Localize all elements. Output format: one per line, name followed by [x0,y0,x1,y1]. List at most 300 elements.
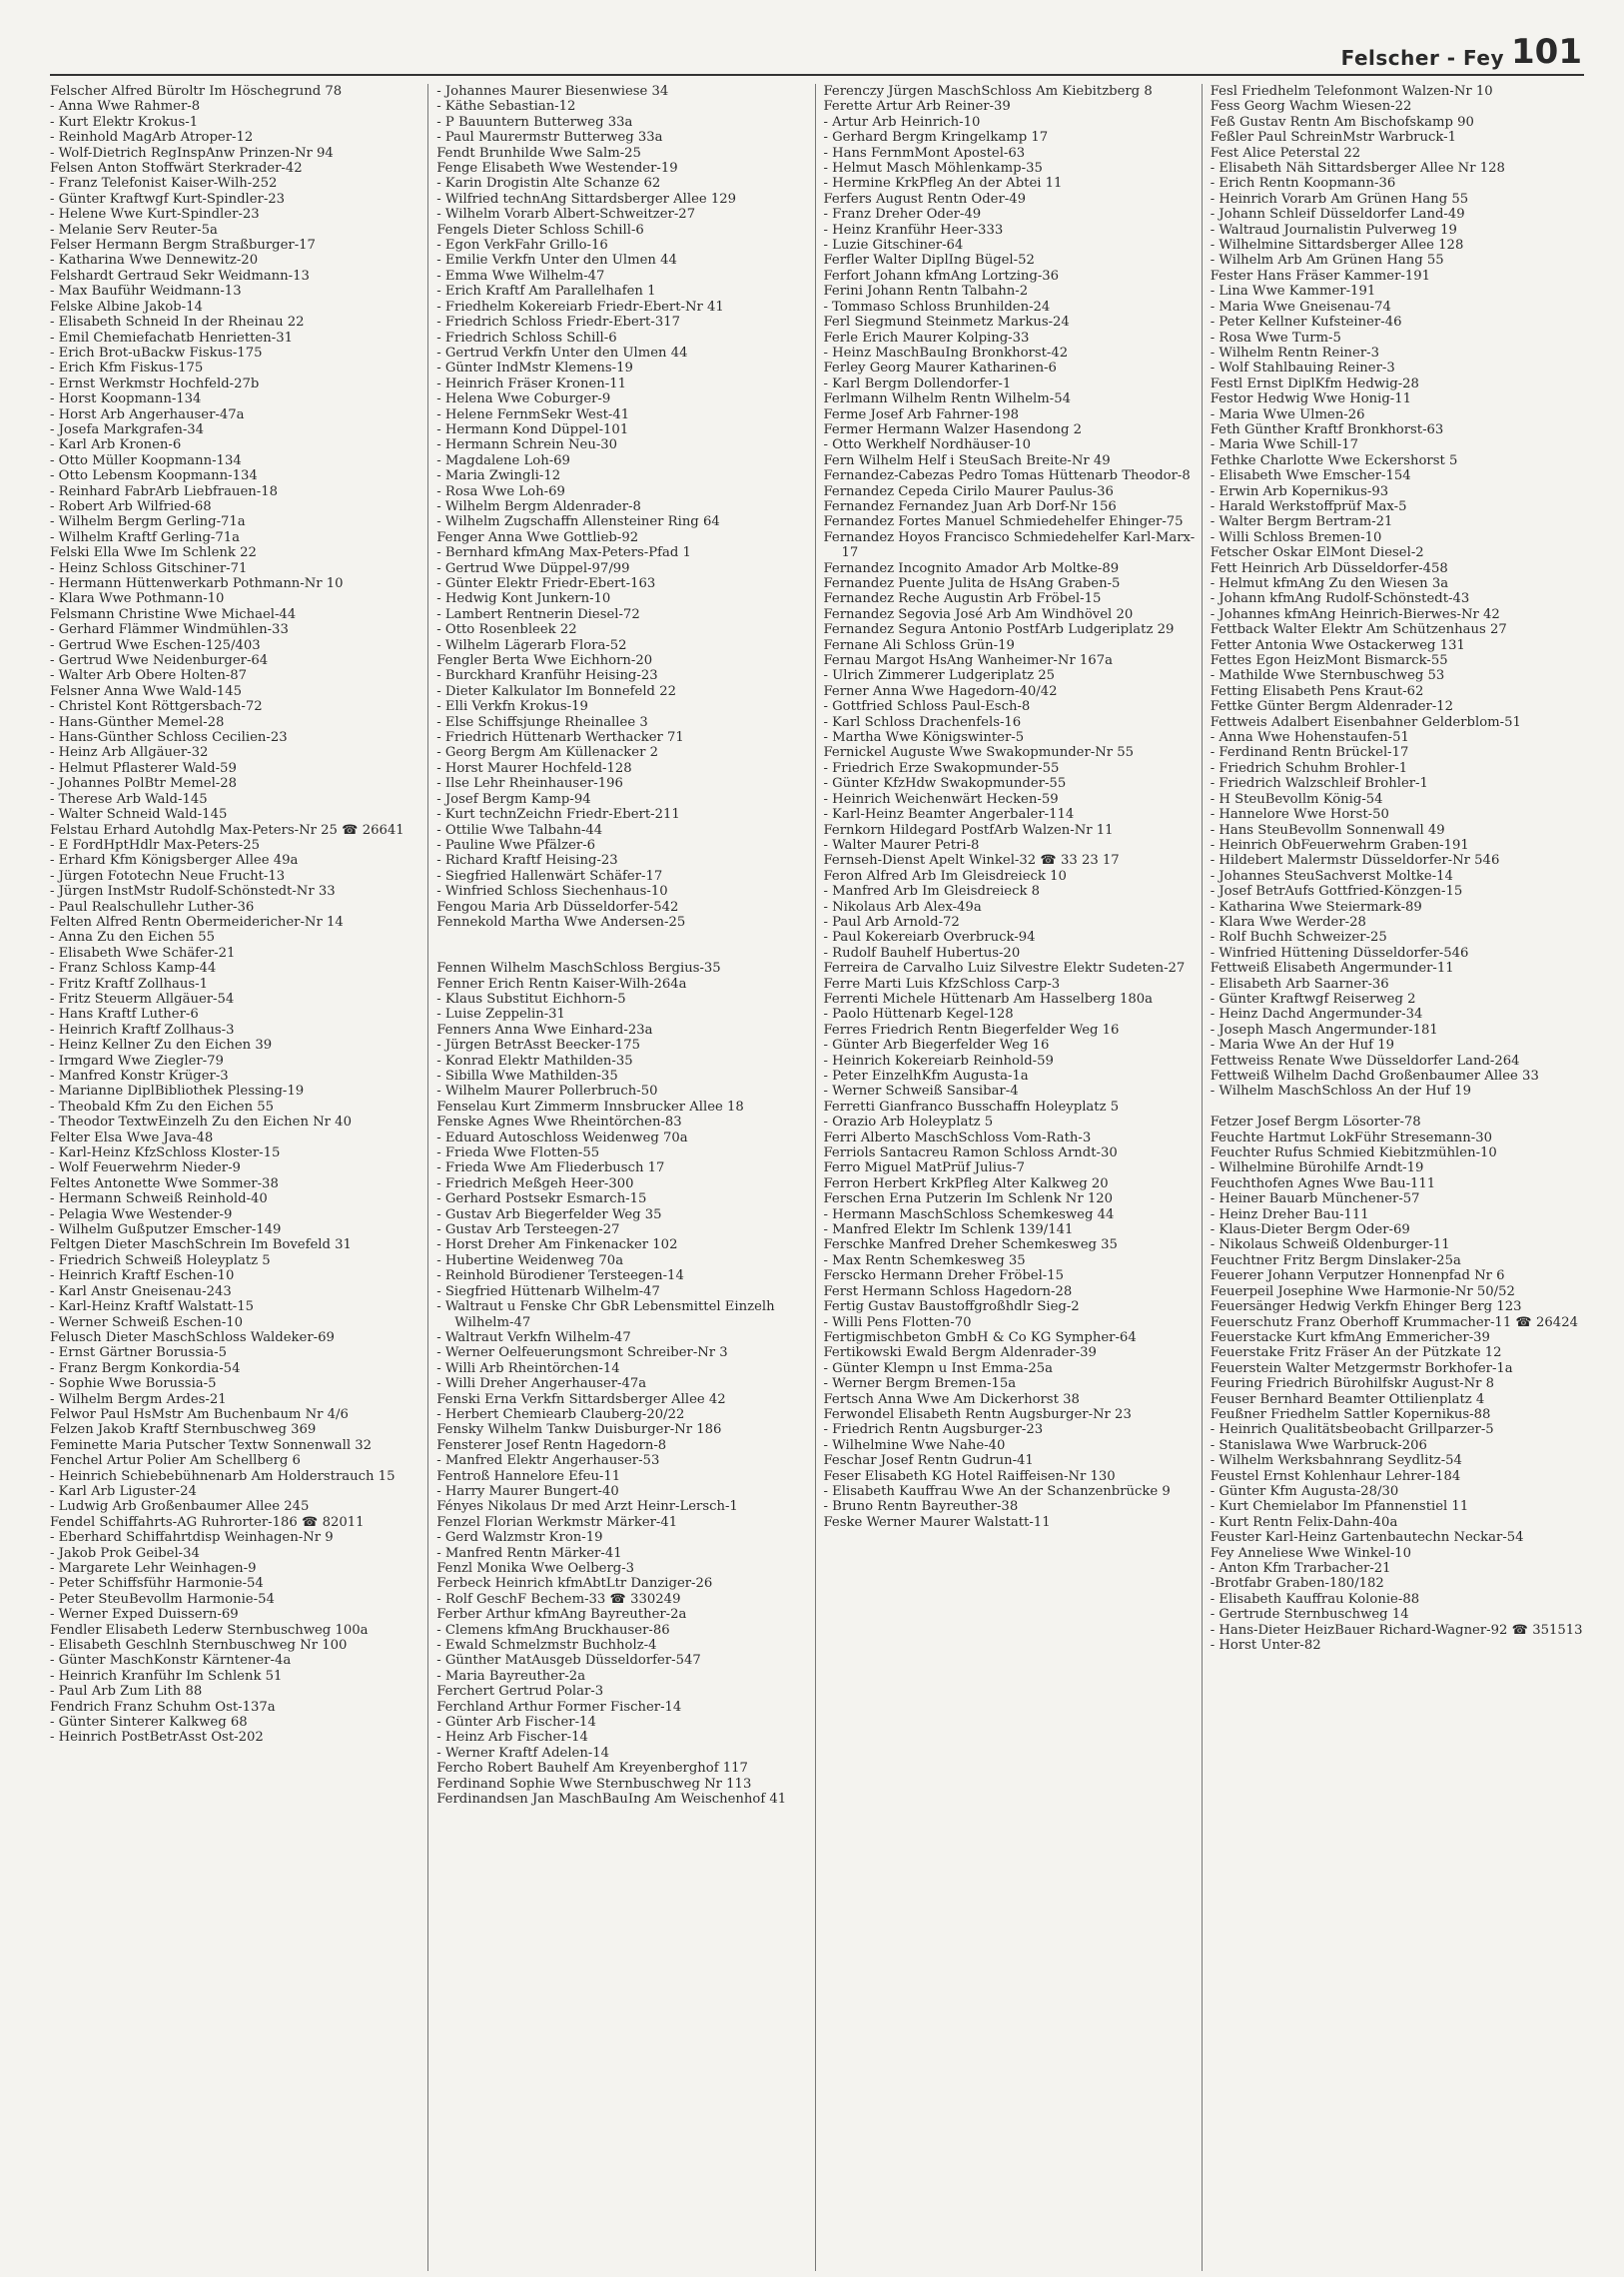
directory-entry: Feuchthofen Agnes Wwe Bau-111 [1210,1175,1436,1191]
directory-entry: - Sibilla Wwe Mathilden-35 [436,1069,618,1084]
directory-entry: Fengels Dieter Schloss Schill-6 [436,222,644,238]
directory-entry: Fesl Friedhelm Telefonmont Walzen-Nr 10 [1210,84,1493,99]
directory-entry: - Hans-Dieter HeizBauer Richard-Wagner-92 ☎ 351513 [1210,1622,1583,1638]
directory-entry: - Frieda Wwe Flotten-55 [436,1145,600,1161]
directory-entry: - Werner Schweiß Eschen-10 [50,1314,244,1330]
directory-entry: Feminette Maria Putscher Textw Sonnenwall 32 [50,1437,373,1453]
directory-entry: Ferette Artur Arb Reiner-39 [823,99,1011,115]
directory-entry: - Maria Bayreuther-2a [436,1668,586,1684]
directory-entry: - Wilhelm Werksbahnrang Seydlitz-54 [1210,1453,1462,1469]
directory-entry: - Max Rentn Schemkesweg 35 [823,1252,1026,1268]
directory-entry: - Karl Arb Kronen-6 [50,437,182,453]
directory-entry: - Manfred Elektr Angerhauser-53 [436,1453,660,1469]
directory-entry: - Elisabeth Schneid In der Rheinau 22 [50,315,305,331]
directory-entry: - Elisabeth Geschlnh Sternbuschweg Nr 100 [50,1638,348,1654]
column-3 [815,84,1202,2271]
page-header [50,30,1584,76]
directory-entry: - Heinrich Vorarb Am Grünen Hang 55 [1210,191,1469,207]
directory-entry: - Johannes PolBtr Memel-28 [50,776,238,792]
column-1 [50,84,427,2271]
directory-entry: - Günther MatAusgeb Düsseldorfer-547 [436,1653,701,1669]
directory-entry: - Hermine KrkPfleg An der Abtei 11 [823,176,1063,192]
directory-entry: Fernandez Fernandez Juan Arb Dorf-Nr 156 [823,498,1117,514]
directory-entry: - Günter IndMstr Klemens-19 [436,361,633,377]
directory-entry: Fettes Egon HeizMont Bismarck-55 [1210,653,1448,669]
directory-entry: - Hannelore Wwe Horst-50 [1210,807,1389,823]
directory-entry: Felski Ella Wwe Im Schlenk 22 [50,545,257,561]
directory-entry: - Johannes kfmAng Heinrich-Bierwes-Nr 42 [1210,606,1500,622]
directory-entry: - Egon VerkFahr Grillo-16 [436,238,608,254]
directory-entry: - Wilhelm Arb Am Grünen Hang 55 [1210,253,1444,269]
directory-entry: - Georg Bergm Am Küllenacker 2 [436,745,658,761]
directory-entry: - Katharina Wwe Steiermark-89 [1210,899,1422,915]
directory-entry: Ferst Hermann Schloss Hagedorn-28 [823,1283,1073,1299]
directory-entry: - Otto Werkhelf Nordhäuser-10 [823,437,1032,453]
directory-entry: Fernseh-Dienst Apelt Winkel-32 ☎ 33 23 17 [823,853,1120,869]
directory-entry: - Heinz Arb Allgäuer-32 [50,745,209,761]
directory-entry: - Klaus-Dieter Bergm Oder-69 [1210,1222,1410,1238]
directory-entry: - Melanie Serv Reuter-5a [50,222,218,238]
directory-entry: - Horst Arb Angerhauser-47a [50,406,245,422]
directory-entry: - Karl-Heinz KfzSchloss Kloster-15 [50,1145,281,1161]
directory-entry: Feschar Josef Rentn Gudrun-41 [823,1453,1034,1469]
directory-entry: - Günter MaschKonstr Kärntener-4a [50,1653,292,1669]
directory-entry: - Nikolaus Arb Alex-49a [823,899,982,915]
directory-entry: Ferron Herbert KrkPfleg Alter Kalkweg 20 [823,1175,1109,1191]
directory-entry: Fettke Günter Bergm Aldenrader-12 [1210,699,1454,715]
directory-entry: - Manfred Arb Im Gleisdreieck 8 [823,884,1041,900]
directory-entry: - Mathilde Wwe Sternbuschweg 53 [1210,668,1445,684]
directory-entry [1211,1100,1584,1115]
directory-entry: - Werner Oelfeuerungsmont Schreiber-Nr 3 [436,1345,728,1361]
directory-entry: - Gerhard Postsekr Esmarch-15 [436,1191,647,1207]
directory-entry: Felser Hermann Bergm Straßburger-17 [50,238,316,254]
directory-entry: Ferro Miguel MatPrüf Julius-7 [823,1160,1026,1176]
directory-entry: - Manfred Rentn Märker-41 [436,1545,622,1561]
directory-entry: - Gertrud Wwe Neidenburger-64 [50,653,269,669]
directory-entry: - Harry Maurer Bungert-40 [436,1483,619,1499]
directory-entry: - Hedwig Kont Junkern-10 [436,591,611,607]
directory-entry: - Gerhard Flämmer Windmühlen-33 [50,622,289,638]
directory-entry: - Ilse Lehr Rheinhauser-196 [436,776,623,792]
directory-entry: - Otto Lebensm Koopmann-134 [50,468,258,484]
directory-entry: - Reinhold Bürodiener Tersteegen-14 [436,1268,684,1284]
directory-entry: - Manfred Elektr Im Schlenk 139/141 [823,1222,1074,1238]
directory-entry: Fertigmischbeton GmbH & Co KG Sympher-64 [823,1329,1137,1345]
directory-entry: - Ottilie Wwe Talbahn-44 [436,822,603,838]
column-2 [427,84,814,2271]
directory-entry: - Erich Kraftf Am Parallelhafen 1 [436,284,656,300]
directory-entry: Fey Anneliese Wwe Winkel-10 [1210,1545,1412,1561]
directory-entry: Fensterer Josef Rentn Hagedorn-8 [436,1437,667,1453]
directory-entry: - Ernst Werkmstr Hochfeld-27b [50,376,260,391]
directory-entry: Fenski Erna Verkfn Sittardsberger Allee 42 [436,1391,726,1407]
directory-entry: - Heinrich PostBetrAsst Ost-202 [50,1730,264,1746]
directory-entry: - Gertrud Verkfn Unter den Ulmen 44 [436,345,688,361]
directory-entry: Felscher Alfred Büroltr Im Höschegrund 78 [50,84,343,99]
directory-entry: - Horst Koopmann-134 [50,391,202,407]
directory-entry: Ferriols Santacreu Ramon Schloss Arndt-30 [823,1145,1118,1161]
directory-entry: - Wolf Feuerwehrm Nieder-9 [50,1160,241,1176]
directory-entry: - Willi Dreher Angerhauser-47a [436,1376,647,1392]
directory-entry: - Gertrude Sternbuschweg 14 [1210,1607,1409,1623]
directory-entry: - Heinrich Kraftf Eschen-10 [50,1268,235,1284]
directory-entry: - Clemens kfmAng Bruckhauser-86 [436,1622,670,1638]
directory-entry: Fettback Walter Elektr Am Schützenhaus 27 [1210,622,1507,638]
directory-entry: - Friedrich Rentn Augsburger-23 [823,1422,1044,1438]
directory-entry: Ferwondel Elisabeth Rentn Augsburger-Nr 23 [823,1406,1132,1422]
directory-entry: - Wolf Stahlbauing Reiner-3 [1210,361,1395,377]
directory-entry: - Wilhelm Maurer Pollerbruch-50 [436,1084,658,1100]
directory-entry: Ferlmann Wilhelm Rentn Wilhelm-54 [823,391,1071,407]
directory-entry: Ferreira de Carvalho Luiz Silvestre Elektr Sudeten-27 [823,961,1186,977]
directory-entry: - Konrad Elektr Mathilden-35 [436,1053,633,1069]
directory-entry: - Günter Kfm Augusta-28/30 [1210,1483,1399,1499]
directory-entry: - Werner Bergm Bremen-15a [823,1376,1017,1392]
directory-entry: - Heinz Kranführ Heer-333 [823,222,1004,238]
directory-entry: - Emil Chemiefachatb Henrietten-31 [50,330,293,346]
directory-entry: Fendel Schiffahrts-AG Ruhrorter-186 ☎ 82011 [50,1514,365,1530]
directory-entry: Felshardt Gertraud Sekr Weidmann-13 [50,268,310,284]
directory-entry: - Friedrich Schweiß Holeyplatz 5 [50,1252,271,1268]
directory-entry: Ferres Friedrich Rentn Biegerfelder Weg 16 [823,1022,1120,1038]
directory-entry: - Josef Bergm Kamp-94 [436,791,591,807]
directory-entry: - Heinz Dachd Angermunder-34 [1210,1007,1423,1023]
directory-entry: - Gerd Walzmstr Kron-19 [436,1530,603,1546]
directory-entry: - Luzie Gitschiner-64 [823,238,964,254]
directory-entry: - Hermann Hüttenwerkarb Pothmann-Nr 10 [50,576,344,591]
directory-entry: - Otto Rosenbleek 22 [436,622,577,638]
directory-entry: - Emilie Verkfn Unter den Ulmen 44 [436,253,677,269]
directory-entry: - Sophie Wwe Borussia-5 [50,1376,217,1392]
directory-entry: - Ludwig Arb Großenbaumer Allee 245 [50,1499,310,1515]
directory-entry: - Winfried Schloss Siechenhaus-10 [436,884,668,900]
directory-entry: - Therese Arb Wald-145 [50,791,208,807]
directory-entry: - Fritz Kraftf Zollhaus-1 [50,976,209,992]
directory-entry: - Erich Rentn Koopmann-36 [1210,176,1396,192]
directory-entry: - Manfred Konstr Krüger-3 [50,1069,229,1084]
directory-entry: - Theodor TextwEinzelh Zu den Eichen Nr 40 [50,1115,352,1131]
directory-entry: Felsen Anton Stoffwärt Sterkrader-42 [50,161,303,177]
directory-entry: - Gertrud Wwe Düppel-97/99 [436,560,630,576]
directory-entry: Fenners Anna Wwe Einhard-23a [436,1022,653,1038]
directory-entry: Feuchtner Fritz Bergm Dinslaker-25a [1210,1252,1461,1268]
directory-entry: - Heinrich Fräser Kronen-11 [436,376,627,391]
directory-entry: - Heinz MaschBauIng Bronkhorst-42 [823,345,1069,361]
directory-entry: Feuerstacke Kurt kfmAng Emmericher-39 [1210,1329,1490,1345]
directory-entry: - Elisabeth Wwe Schäfer-21 [50,945,236,961]
directory-entry: - Friedrich Walzschleif Brohler-1 [1210,776,1428,792]
directory-entry: - Pelagia Wwe Westender-9 [50,1206,233,1222]
directory-entry: - Franz Telefonist Kaiser-Wilh-252 [50,176,278,192]
directory-entry: Fertig Gustav Baustoffgroßhdlr Sieg-2 [823,1299,1080,1315]
directory-entry: - Eberhard Schiffahrtdisp Weinhagen-Nr 9 [50,1530,334,1546]
directory-entry: - Waltraut Verkfn Wilhelm-47 [436,1329,631,1345]
directory-entry: - Heinz Kellner Zu den Eichen 39 [50,1038,273,1054]
directory-entry: - Willi Arb Rheintörchen-14 [436,1360,620,1376]
directory-entry: Fensky Wilhelm Tankw Duisburger-Nr 186 [436,1422,722,1438]
directory-entry: - Paolo Hüttenarb Kegel-128 [823,1007,1014,1023]
directory-entry: - Helene Wwe Kurt-Spindler-23 [50,207,260,223]
directory-entry: Ferfort Johann kfmAng Lortzing-36 [823,268,1060,284]
directory-entry: - Heiner Bauarb Münchener-57 [1210,1191,1420,1207]
directory-entry: Ferchland Arthur Former Fischer-14 [436,1699,682,1715]
directory-entry: - Maria Wwe Ulmen-26 [1210,406,1365,422]
directory-entry: - Rolf GeschF Bechem-33 ☎ 330249 [436,1591,681,1607]
directory-entry: - Friedrich Hüttenarb Werthacker 71 [436,730,684,746]
directory-entry: Fess Georg Wachm Wiesen-22 [1210,99,1412,115]
directory-entry: - Wilhelm Bergm Ardes-21 [50,1391,227,1407]
directory-entry: - Wilfried technAng Sittardsberger Allee 129 [436,191,737,207]
directory-entry: Fettweiß Wilhelm Dachd Großenbaumer Allee 33 [1210,1069,1539,1084]
directory-entry: - Jürgen Fototechn Neue Frucht-13 [50,868,286,884]
directory-entry: - Günter Arb Biegerfelder Weg 16 [823,1038,1050,1054]
directory-entry: - Werner Kraftf Adelen-14 [436,1745,610,1761]
directory-entry: - Joseph Masch Angermunder-181 [1210,1022,1438,1038]
directory-entry: - E FordHptHdlr Max-Peters-25 [50,837,261,853]
directory-entry: - Marianne DiplBibliothek Plessing-19 [50,1084,305,1100]
directory-entry: Feuerer Johann Verputzer Honnenpfad Nr 6 [1210,1268,1505,1284]
directory-entry: - Lina Wwe Kammer-191 [1210,284,1376,300]
directory-entry: - Heinrich Weichenwärt Hecken-59 [823,791,1059,807]
directory-entry: - Maria Wwe Schill-17 [1210,437,1358,453]
directory-entry: - Max Bauführ Weidmann-13 [50,284,242,300]
directory-entry: - Werner Exped Duissern-69 [50,1607,239,1623]
directory-entry: Feth Günther Kraftf Bronkhorst-63 [1210,421,1444,437]
directory-entry: Ferle Erich Maurer Kolping-33 [823,330,1030,346]
directory-entry: - Erhard Kfm Königsberger Allee 49a [50,853,299,869]
directory-entry: Ferri Alberto MaschSchloss Vom-Rath-3 [823,1130,1092,1145]
directory-entry: Ferini Johann Rentn Talbahn-2 [823,284,1029,300]
directory-entry: - Hans FernmMont Apostel-63 [823,145,1026,161]
directory-entry: Ferschen Erna Putzerin Im Schlenk Nr 120 [823,1191,1113,1207]
directory-entry: - Eduard Autoschloss Weidenweg 70a [436,1130,688,1145]
directory-entry: - Peter Schiffsführ Harmonie-54 [50,1576,264,1592]
directory-entry: - Siegfried Hüttenarb Wilhelm-47 [436,1283,660,1299]
directory-entry: Fertikowski Ewald Bergm Aldenrader-39 [823,1345,1097,1361]
directory-entry: - Karl Bergm Dollendorfer-1 [823,376,1012,391]
directory-entry: - Erwin Arb Kopernikus-93 [1210,483,1389,499]
directory-entry: Ferenczy Jürgen MaschSchloss Am Kiebitzberg 8 [823,84,1153,99]
directory-entry: - Maria Wwe An der Huf 19 [1210,1038,1394,1054]
directory-entry: -Brotfabr Graben-180/182 [1210,1576,1384,1592]
directory-entry: - Günter Elektr Friedr-Ebert-163 [436,576,656,591]
directory-entry: Ferdinandsen Jan MaschBauIng Am Weischenhof 41 [436,1792,787,1808]
directory-entry: Felten Alfred Rentn Obermeidericher-Nr 14 [50,914,344,930]
directory-entry: - Stanislawa Wwe Warbruck-206 [1210,1437,1427,1453]
directory-entry: - Irmgard Wwe Ziegler-79 [50,1053,224,1069]
directory-entry: - Jürgen BetrAsst Beecker-175 [436,1038,640,1054]
directory-entry: - Wilhelm Zugschaffn Allensteiner Ring 64 [436,514,720,530]
directory-entry: - Kurt Rentn Felix-Dahn-40a [1210,1514,1398,1530]
directory-entry: Fetter Antonia Wwe Ostackerweg 131 [1210,637,1465,653]
directory-entry: Fengou Maria Arb Düsseldorfer-542 [436,899,679,915]
directory-entry: Fett Heinrich Arb Düsseldorfer-458 [1210,560,1448,576]
directory-entry: - Klara Wwe Werder-28 [1210,914,1366,930]
directory-entry: Fernandez Reche Augustin Arb Fröbel-15 [823,591,1102,607]
directory-entry: - Gerhard Bergm Kringelkamp 17 [823,130,1049,146]
directory-entry: Fest Alice Peterstal 22 [1210,145,1361,161]
directory-entry: - Wolf-Dietrich RegInspAnw Prinzen-Nr 94 [50,145,334,161]
directory-entry: Fertsch Anna Wwe Am Dickerhorst 38 [823,1391,1080,1407]
directory-entry: - Paul Realschullehr Luther-36 [50,899,255,915]
directory-entry: Felsner Anna Wwe Wald-145 [50,683,242,699]
directory-entry: - Erich Brot-uBackw Fiskus-175 [50,345,263,361]
directory-entry: - Hermann Schweiß Reinhold-40 [50,1191,268,1207]
directory-entry: - Horst Maurer Hochfeld-128 [436,760,632,776]
directory-entry: Ferme Josef Arb Fahrner-198 [823,406,1020,422]
directory-entry: - Christel Kont Röttgersbach-72 [50,699,263,715]
directory-entry: - Wilhelm Vorarb Albert-Schweitzer-27 [436,207,696,223]
directory-entry: - Gottfried Schloss Paul-Esch-8 [823,699,1031,715]
directory-entry: Festl Ernst DiplKfm Hedwig-28 [1210,376,1419,391]
directory-entry: Feuchte Hartmut LokFühr Stresemann-30 [1210,1130,1493,1145]
directory-entry: Ferretti Gianfranco Busschaffn Holeyplatz 5 [823,1099,1120,1115]
directory-entry: - Helene FernmSekr West-41 [436,406,630,422]
directory-entry: - Heinz Arb Fischer-14 [436,1730,588,1746]
directory-entry: Ferl Siegmund Steinmetz Markus-24 [823,315,1070,331]
directory-entry: - Wilhelm Gußputzer Emscher-149 [50,1222,282,1238]
directory-entry: Feske Werner Maurer Walstatt-11 [823,1514,1051,1530]
directory-entry: - Wilhelm Kraftf Gerling-71a [50,529,241,545]
directory-entry: - Richard Kraftf Heising-23 [436,853,618,869]
directory-entry: - Jakob Prok Geibel-34 [50,1545,200,1561]
directory-entry: - Horst Unter-82 [1210,1638,1321,1654]
directory-entry: - Magdalene Loh-69 [436,452,570,468]
directory-entry: - Franz Dreher Oder-49 [823,207,982,223]
directory-entry: - Theobald Kfm Zu den Eichen 55 [50,1099,275,1115]
directory-entry: Fenner Erich Rentn Kaiser-Wilh-264a [436,976,687,992]
directory-entry: - Jürgen InstMstr Rudolf-Schönstedt-Nr 33 [50,884,336,900]
directory-entry: - Friedrich Schloss Schill-6 [436,330,617,346]
directory-entry: Fernkorn Hildegard PostfArb Walzen-Nr 11 [823,822,1114,838]
directory-entry: Feuser Bernhard Beamter Ottilienplatz 4 [1210,1391,1485,1407]
directory-entry: - Hans SteuBevollm Sonnenwall 49 [1210,822,1445,838]
directory-entry: - Siegfried Hallenwärt Schäfer-17 [436,868,663,884]
directory-entry: - Peter SteuBevollm Harmonie-54 [50,1591,275,1607]
directory-entry: - Wilhelm Bergm Aldenrader-8 [436,498,641,514]
directory-entry: - Ewald Schmelzmstr Buchholz-4 [436,1638,657,1654]
directory-entry: - Paul Arb Zum Lith 88 [50,1684,203,1700]
directory-entry: - Günter Arb Fischer-14 [436,1715,596,1731]
directory-entry: - Reinhard FabrArb Liebfrauen-18 [50,483,279,499]
directory-entry: - Heinz Schloss Gitschiner-71 [50,560,248,576]
directory-entry: Felzen Jakob Kraftf Sternbuschweg 369 [50,1422,317,1438]
directory-entry: Fernickel Auguste Wwe Swakopmunder-Nr 55 [823,745,1135,761]
directory-entry: - Willi Schloss Bremen-10 [1210,529,1382,545]
directory-entry: - Johann Schleif Düsseldorfer Land-49 [1210,207,1465,223]
directory-columns [50,84,1588,2271]
directory-entry: Fernandez Fortes Manuel Schmiedehelfer Ehinger-75 [823,514,1184,530]
directory-entry: - Hans-Günther Schloss Cecilien-23 [50,730,288,746]
directory-entry: Fengler Berta Wwe Eichhorn-20 [436,653,653,669]
directory-entry: - Elli Verkfn Krokus-19 [436,699,588,715]
directory-entry: - Gustav Arb Biegerfelder Weg 35 [436,1206,662,1222]
directory-entry: Feßler Paul SchreinMstr Warbruck-1 [1210,130,1456,146]
directory-entry: Feser Elisabeth KG Hotel Raiffeisen-Nr 130 [823,1468,1116,1484]
directory-entry: - Hans-Günther Memel-28 [50,714,225,730]
directory-entry: - Heinrich Kokereiarb Reinhold-59 [823,1053,1054,1069]
directory-entry: - Heinrich Qualitätsbeobacht Grillparzer-5 [1210,1422,1494,1438]
directory-entry: Feuersänger Hedwig Verkfn Ehinger Berg 123 [1210,1299,1522,1315]
directory-entry: - Klaus Substitut Eichhorn-5 [436,991,626,1007]
directory-entry: - Wilhelm Lägerarb Flora-52 [436,637,627,653]
directory-entry: - Walter Arb Obere Holten-87 [50,668,248,684]
directory-entry: Feuchter Rufus Schmied Kiebitzmühlen-10 [1210,1145,1497,1161]
directory-entry: Fényes Nikolaus Dr med Arzt Heinr-Lersch-1 [436,1499,738,1515]
directory-entry: Felske Albine Jakob-14 [50,299,203,315]
directory-entry: Fendt Brunhilde Wwe Salm-25 [436,145,641,161]
directory-entry: - Wilhelm Bergm Gerling-71a [50,514,246,530]
directory-entry: - Kurt technZeichn Friedr-Ebert-211 [436,807,680,823]
directory-entry: - Karl-Heinz Kraftf Walstatt-15 [50,1299,255,1315]
directory-entry: - Josef BetrAufs Gottfried-Könzgen-15 [1210,884,1463,900]
directory-entry: - Peter EinzelhKfm Augusta-1a [823,1069,1029,1084]
directory-entry: - Klara Wwe Pothmann-10 [50,591,225,607]
directory-entry: Felusch Dieter MaschSchloss Waldeker-69 [50,1329,335,1345]
directory-entry: - Karl Anstr Gneisenau-243 [50,1283,232,1299]
directory-entry: Feuerstake Fritz Fräser An der Pützkate 12 [1210,1345,1502,1361]
directory-entry: Ferley Georg Maurer Katharinen-6 [823,361,1057,377]
directory-entry: Ferchert Gertrud Polar-3 [436,1684,604,1700]
directory-entry: - Peter Kellner Kufsteiner-46 [1210,315,1402,331]
directory-entry: Ferdinand Sophie Wwe Sternbuschweg Nr 113 [436,1776,752,1792]
directory-entry: - Walter Bergm Bertram-21 [1210,514,1393,530]
directory-entry: Fentroß Hannelore Efeu-11 [436,1468,621,1484]
directory-entry: Fettweiß Elisabeth Angermunder-11 [1210,961,1454,977]
directory-entry: Ferfers August Rentn Oder-49 [823,191,1027,207]
directory-entry: - Tommaso Schloss Brunhilden-24 [823,299,1051,315]
directory-entry: - Elisabeth Arb Saarner-36 [1210,976,1389,992]
directory-entry: - Heinrich Kraftf Zollhaus-3 [50,1022,235,1038]
directory-entry: - Paul Kokereiarb Overbruck-94 [823,930,1036,946]
directory-entry: Fernau Margot HsAng Wanheimer-Nr 167a [823,653,1113,669]
directory-entry: - Heinrich ObFeuerwehrm Graben-191 [1210,837,1469,853]
directory-entry: - Margarete Lehr Weinhagen-9 [50,1561,257,1576]
directory-entry: - Fritz Steuerm Allgäuer-54 [50,991,235,1007]
directory-entry: Fenzel Florian Werkmstr Märker-41 [436,1514,678,1530]
directory-entry: - Friedhelm Kokereiarb Friedr-Ebert-Nr 41 [436,299,724,315]
directory-entry: Feß Gustav Rentn Am Bischofskamp 90 [1210,114,1474,130]
directory-entry: - Hubertine Weidenweg 70a [436,1252,624,1268]
directory-entry: Fenzl Monika Wwe Oelberg-3 [436,1561,635,1576]
directory-entry: - Maria Zwingli-12 [436,468,561,484]
directory-entry: - Wilhelm Rentn Reiner-3 [1210,345,1379,361]
directory-entry: Feron Alfred Arb Im Gleisdreieck 10 [823,868,1067,884]
directory-entry: - Winfried Hüttening Düsseldorfer-546 [1210,945,1469,961]
directory-entry: Felter Elsa Wwe Java-48 [50,1130,214,1145]
directory-entry: - Ferdinand Rentn Brückel-17 [1210,745,1409,761]
directory-entry: Fethke Charlotte Wwe Eckershorst 5 [1210,452,1458,468]
directory-entry: Fermer Hermann Walzer Hasendong 2 [823,421,1083,437]
directory-entry: Fennekold Martha Wwe Andersen-25 [436,914,686,930]
directory-entry: - Burckhard Kranführ Heising-23 [436,668,658,684]
directory-entry: - Hildebert Malermstr Düsseldorfer-Nr 546 [1210,853,1500,869]
directory-entry: - Günter Klempn u Inst Emma-25a [823,1360,1054,1376]
directory-entry: - Hermann Kond Düppel-101 [436,421,629,437]
directory-entry: Feltes Antonette Wwe Sommer-38 [50,1175,279,1191]
directory-entry: Fendler Elisabeth Lederw Sternbuschweg 100a [50,1622,369,1638]
directory-entry: - Friedrich Schloss Friedr-Ebert-317 [436,315,680,331]
directory-entry: Feustel Ernst Kohlenhaur Lehrer-184 [1210,1468,1461,1484]
directory-entry: - Paul Maurermstr Butterweg 33a [436,130,663,146]
directory-entry: Ferrenti Michele Hüttenarb Am Hasselberg 180a [823,991,1154,1007]
directory-entry: Ferre Marti Luis KfzSchloss Carp-3 [823,976,1061,992]
directory-entry: - Kurt Chemielabor Im Pfannenstiel 11 [1210,1499,1469,1515]
directory-entry: Fernandez Cepeda Cirilo Maurer Paulus-36 [823,483,1114,499]
directory-entry: Fennen Wilhelm MaschSchloss Bergius-35 [436,961,721,977]
directory-entry: - Pauline Wwe Pfälzer-6 [436,837,596,853]
